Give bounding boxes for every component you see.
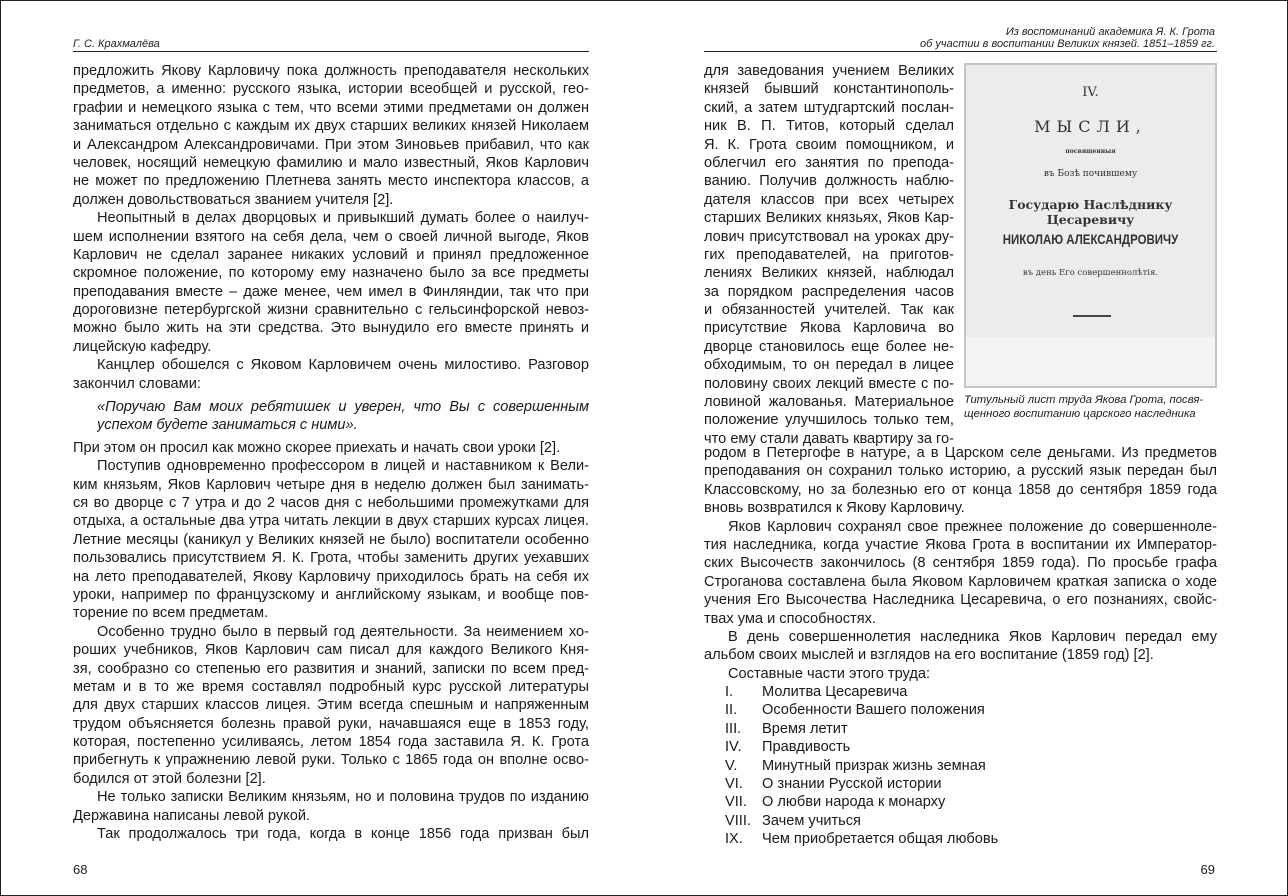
text-line: скромное положение, по которому ему назначено было за все предметы — [73, 265, 589, 282]
text-line: Классовскому, но за болезнью его от конца 1858 до сентября 1859 года — [704, 481, 1217, 498]
paragraph — [704, 628, 1217, 665]
text-line: В день совершеннолетия наследника Яков Карлович передал ему — [728, 628, 1217, 645]
title-page-image — [964, 63, 1217, 388]
text-line: дателя классов при всех четырех — [704, 191, 954, 208]
list-item — [725, 830, 1217, 848]
text-line: половину своих лекций вместе с по- — [704, 375, 954, 392]
paragraph — [704, 62, 954, 448]
paragraph — [73, 356, 589, 393]
text-line: альбом своих мыслей и взглядов на его воспитание (1859 год) [2]. — [704, 647, 1154, 664]
text-line: ким князьям, Яков Карлович четыре дня в неделю должен был занимать- — [73, 476, 589, 493]
text-line: уроки, например по французскому и английскому языкам, и вообще пов- — [73, 586, 589, 603]
text-line: не может по предложению Плетнева занять место инспектора классов, а — [73, 173, 589, 190]
text-line: старших Великих князьях, Яков Кар- — [704, 210, 954, 227]
image-bottom-band — [966, 337, 1215, 386]
list-text: Чем приобретается общая любовь — [762, 831, 999, 848]
text-line: ловиной жалованья. Материальное — [704, 394, 954, 411]
text-line: Составные части этого труда: — [728, 665, 931, 682]
text-line: Неопытный в делах дворцовых и привыкший думать более о наилуч- — [97, 210, 589, 227]
paragraph — [73, 439, 589, 457]
list-numeral: III. — [725, 720, 742, 737]
list-item — [725, 757, 1217, 775]
text-line: зя, сообразно со степенью его развития и знаний, записки по всем пред- — [73, 660, 589, 677]
list-item — [725, 775, 1217, 793]
list-numeral: IX. — [725, 831, 743, 848]
text-line: что ему стали давать квартиру за го- — [704, 430, 954, 447]
paragraph — [73, 788, 589, 825]
image-text: IV. — [1082, 85, 1099, 100]
list-numeral: I. — [725, 684, 734, 701]
list-numeral: VI. — [725, 776, 743, 793]
text-line: Державина написаны левой рукой. — [73, 807, 311, 824]
text-line: Особенно трудно было в первый год деятельности. За неимением хо- — [97, 623, 589, 640]
text-line: роших учебников, Яков Карлович сам писал для каждого Великого Кня- — [73, 642, 589, 659]
text-line: При этом он просил как можно скорее приехать и начать свои уроки [2]. — [73, 439, 561, 456]
left-page-text — [73, 62, 589, 843]
list-item — [725, 720, 1217, 738]
text-line: можно было жить на эти средства. Это вынудило его вместе принять и — [73, 320, 589, 337]
right-page-narrow-text — [704, 62, 954, 448]
text-line: положение улучшилось только тем, — [704, 412, 954, 429]
text-line: учения Его Высочества Наследника Цесаревича, о его познаниях, свойс- — [704, 592, 1217, 609]
list-text: Зачем учиться — [762, 812, 861, 829]
text-line: обходимым, то он передал в лицее — [704, 357, 954, 374]
running-header-title — [920, 26, 1215, 50]
image-text: НИКОЛАЮ АЛЕКСАНДРОВИЧУ — [1002, 231, 1179, 247]
text-line: за порядком распределения часов — [704, 283, 954, 300]
paragraph — [73, 62, 589, 209]
text-line: бодился от этой болезни [2]. — [73, 770, 266, 787]
list-text: Минутный призрак жизнь земная — [762, 757, 986, 774]
text-line: лович присутствовал на уроках дру- — [704, 228, 954, 245]
text-line: гих преподавателей, на приготов- — [704, 246, 954, 263]
header-rule — [73, 51, 589, 52]
text-line: пользовались присутствием Я. К. Грота, чтобы заменить других уехавших — [73, 550, 589, 567]
image-text: МЫСЛИ, — [1034, 117, 1147, 136]
text-line: вновь возвратился к Якову Карловичу. — [704, 500, 965, 517]
list-numeral: VIII. — [725, 812, 751, 829]
text-line: на лето преподавателей, Якову Карловичу приходилось брать на себя их — [73, 568, 589, 585]
list-numeral: V. — [725, 757, 738, 774]
text-line: которая, постепенно усиливаясь, летом 1854 года заставила Я. К. Грота — [73, 734, 589, 751]
text-line: «Поручаю Вам моих ребятишек и уверен, что Вы с совершенным — [97, 399, 589, 416]
text-line: закончил словами: — [73, 375, 201, 392]
text-line: присутствие Якова Карловича во — [704, 320, 954, 337]
text-line: Поступив одновременно профессором в лицей и наставником к Вели- — [97, 458, 589, 475]
text-line: преподавания он сохранил только историю, а русский язык передан был — [704, 463, 1217, 480]
header-rule — [704, 51, 1217, 52]
text-line: облегчил его занятия по препода- — [704, 154, 954, 171]
list-text: Молитва Цесаревича — [762, 684, 908, 701]
paragraph — [704, 665, 1217, 683]
text-line: метам и в то же время составлял подробный курс русской литературы — [73, 678, 589, 695]
list-numeral: II. — [725, 702, 738, 719]
text-line: ся во дворце с 7 утра и до 2 часов дня с небольшими промежутками для — [73, 494, 589, 511]
header-line: об участии в воспитании Великих князей. 1851–1859 гг. — [920, 38, 1215, 50]
text-line: графии и немецкого языка с тем, что всеми этими предметами он должен — [73, 99, 589, 116]
text-line: твах ума и способностях. — [704, 610, 876, 627]
text-line: заниматься отдельно с каждым их двух старших великих князей Николаем — [73, 118, 589, 135]
list-text: О любви народа к монарху — [762, 794, 946, 811]
list-item — [725, 683, 1217, 701]
text-line: родом в Петергофе в натуре, а в Царском селе деньгами. Из предметов — [704, 445, 1217, 461]
list-item — [725, 812, 1217, 830]
list-text: О знании Русской истории — [762, 776, 942, 793]
text-line: лицейскую кафедру. — [73, 338, 212, 355]
paragraph — [704, 444, 1217, 518]
text-line: отдыха, а остальные два утра читать лекции в двух старших курсах лицея. — [73, 513, 589, 530]
right-page-full-text — [704, 444, 1217, 849]
image-text: въ Бозѣ почившему — [1043, 169, 1138, 179]
image-text: Государю Наслѣднику Цесаревичу — [1008, 197, 1173, 227]
paragraph — [73, 623, 589, 789]
text-line: лениях Великих князей, наблюдал — [704, 265, 954, 282]
text-line: для заведования учением Великих — [704, 63, 954, 79]
contents-list — [704, 683, 1217, 849]
text-line: Карлович не сделал заранее никаких условий и принял предложенное — [73, 246, 589, 263]
text-line: торение по всем предметам. — [73, 605, 269, 622]
text-line: Канцлер обошелся с Яковом Карловичем очень милостиво. Разговор — [97, 357, 589, 374]
page-number-right: 69 — [1200, 862, 1215, 877]
paragraph — [73, 825, 589, 843]
text-line: Строганова составлена была Яковом Карловичем краткая записка о ходе — [704, 573, 1217, 590]
text-line: Яков Карлович сохранял свое прежнее положение до совершенноле- — [728, 518, 1217, 535]
text-line: ский, а затем штудгартский послан- — [704, 99, 954, 116]
text-line: трудом объясняется болезнь правой руки, начавшаяся еще в 1853 году, — [73, 715, 589, 732]
paragraph — [73, 209, 589, 356]
text-line: прибегнуть к упражнению левой руки. Только с 1865 года он вполне осво- — [73, 752, 589, 769]
image-rule — [1073, 315, 1111, 317]
text-line: князей бывший константинополь- — [704, 81, 954, 98]
text-line: дворце становилось еще более не- — [704, 338, 954, 355]
paragraph — [73, 457, 589, 623]
text-line: для двух старших классов лицея. Этим всегда спешным и напряженным — [73, 697, 589, 714]
text-line: Не только записки Великим князьям, но и половина трудов по изданию — [97, 789, 589, 806]
list-text: Время летит — [762, 720, 848, 737]
text-line: Летние месяцы (каникул у Великих князей не было) воспитатели особенно — [73, 531, 589, 548]
text-line: ских Высочеств закончилось (8 сентября 1859 года). По просьбе графа — [704, 555, 1217, 572]
text-line: предложить Якову Карловичу пока должность преподавателя нескольких — [73, 63, 589, 79]
list-text: Правдивость — [762, 739, 851, 756]
block-quote — [73, 398, 589, 435]
running-header-author: Г. С. Крахмалёва — [73, 38, 160, 50]
text-line: тия наследника, когда участие Якова Грота в воспитании их Император- — [704, 536, 1217, 553]
page-number-left: 68 — [73, 862, 88, 877]
paragraph — [704, 518, 1217, 628]
image-text: въ день Его совершеннолѣтія. — [1022, 268, 1159, 278]
list-item — [725, 793, 1217, 811]
text-line: успехом будете заниматься с ними». — [97, 417, 358, 434]
image-text: посвященныя — [1065, 148, 1116, 155]
header-line: Из воспоминаний академика Я. К. Грота — [1005, 26, 1215, 38]
text-line: и Александром Александровичами. При этом Зиновьев прибавил, что как — [73, 136, 589, 153]
text-line: ванию. Получив должность наблю- — [704, 173, 954, 190]
text-line: преподавания вместе – даже менее, чем имел в Финляндии, так что при — [73, 283, 589, 300]
text-line: и обязанностей учителей. Так как — [704, 302, 954, 319]
text-line: ник В. П. Титов, который сделал — [704, 118, 954, 135]
list-numeral: VII. — [725, 794, 747, 811]
caption-line: щенного воспитанию царского наследника — [964, 407, 1196, 420]
figure-caption — [964, 394, 1220, 421]
text-line: Так продолжалось три года, когда в конце 1856 года призван был — [97, 826, 589, 843]
caption-line: Титульный лист труда Якова Грота, посвя- — [964, 394, 1204, 406]
text-line: человек, носящий немецкую фамилию и мало известный, Яков Карлович — [73, 154, 589, 171]
text-line: должен довольствоваться званием учителя [2]. — [73, 191, 394, 208]
list-item — [725, 738, 1217, 756]
list-item — [725, 701, 1217, 719]
text-line: шем исполнении взятого на себя дела, чем о своей личной выгоде, Яков — [73, 228, 589, 245]
list-text: Особенности Вашего положения — [762, 702, 985, 719]
text-line: дороговизне петербургской жизни сравнительно с гельсинфорской невоз- — [73, 302, 589, 319]
text-line: предметов, а именно: русского языка, истории всеобщей и русской, гео- — [73, 81, 589, 98]
text-line: Я. К. Грота своим помощником, и — [704, 136, 954, 153]
list-numeral: IV. — [725, 739, 742, 756]
